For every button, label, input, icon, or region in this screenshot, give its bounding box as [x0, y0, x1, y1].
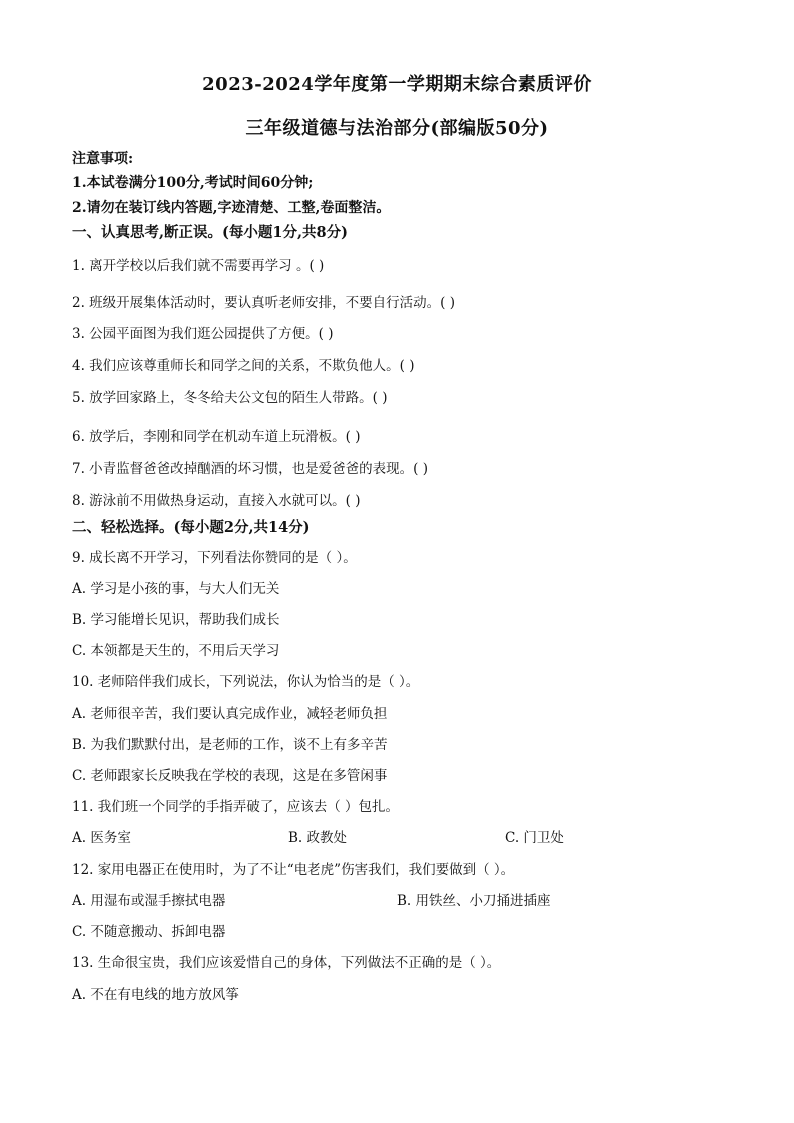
exam-subtitle: 三年级道德与法治部分(部编版50分)	[245, 118, 549, 139]
option-a: A. 用湿布或湿手擦拭电器	[72, 893, 226, 909]
option-b: B. 学习能增长见识，帮助我们成长	[72, 612, 280, 628]
option-c: C. 本领都是天生的，不用后天学习	[72, 643, 280, 659]
notice-heading: 注意事项:	[72, 151, 134, 167]
question-10: 10. 老师陪伴我们成长，下列说法，你认为恰当的是（ ）。	[72, 674, 420, 690]
notice-item: 2.请勿在装订线内答题,字迹清楚、工整,卷面整洁。	[72, 200, 391, 216]
question-4: 4. 我们应该尊重师长和同学之间的关系，不欺负他人。( )	[72, 358, 415, 374]
question-5: 5. 放学回家路上，冬冬给夫公文包的陌生人带路。( )	[72, 390, 388, 406]
question-2: 2. 班级开展集体活动时，要认真听老师安排，不要自行活动。( )	[72, 295, 455, 311]
question-11: 11. 我们班一个同学的手指弄破了，应该去（ ）包扎。	[72, 799, 400, 815]
question-13: 13. 生命很宝贵，我们应该爱惜自己的身体，下列做法不正确的是（ ）。	[72, 955, 501, 971]
option-a: A. 老师很辛苦，我们要认真完成作业，减轻老师负担	[72, 706, 388, 722]
question-7: 7. 小青监督爸爸改掉酗酒的坏习惯，也是爱爸爸的表现。( )	[72, 461, 428, 477]
question-6: 6. 放学后，李刚和同学在机动车道上玩滑板。( )	[72, 429, 361, 445]
option-c: C. 门卫处	[505, 830, 564, 846]
option-b: B. 用铁丝、小刀捅进插座	[397, 893, 551, 909]
option-a: A. 医务室	[72, 830, 131, 846]
option-b: B. 为我们默默付出，是老师的工作，谈不上有多辛苦	[72, 737, 388, 753]
option-b: B. 政教处	[288, 830, 348, 846]
question-1: 1. 离开学校以后我们就不需要再学习 。( )	[72, 258, 325, 274]
section-heading: 一、认真思考,断正误。(每小题1分,共8分)	[72, 224, 348, 241]
option-a: A. 学习是小孩的事，与大人们无关	[72, 581, 280, 597]
option-c: C. 老师跟家长反映我在学校的表现，这是在多管闲事	[72, 768, 388, 784]
option-c: C. 不随意搬动、拆卸电器	[72, 924, 226, 940]
notice-item: 1.本试卷满分100分,考试时间60分钟;	[72, 175, 314, 191]
question-3: 3. 公园平面图为我们逛公园提供了方便。( )	[72, 326, 334, 342]
question-9: 9. 成长离不开学习，下列看法你赞同的是（ ）。	[72, 550, 357, 566]
option-a: A. 不在有电线的地方放风筝	[72, 987, 239, 1003]
section-heading: 二、轻松选择。(每小题2分,共14分)	[72, 519, 310, 536]
exam-title: 2023-2024学年度第一学期期末综合素质评价	[202, 74, 592, 95]
question-8: 8. 游泳前不用做热身运动，直接入水就可以。( )	[72, 493, 361, 509]
question-12: 12. 家用电器正在使用时，为了不让“电老虎”伤害我们，我们要做到（ ）。	[72, 862, 515, 878]
